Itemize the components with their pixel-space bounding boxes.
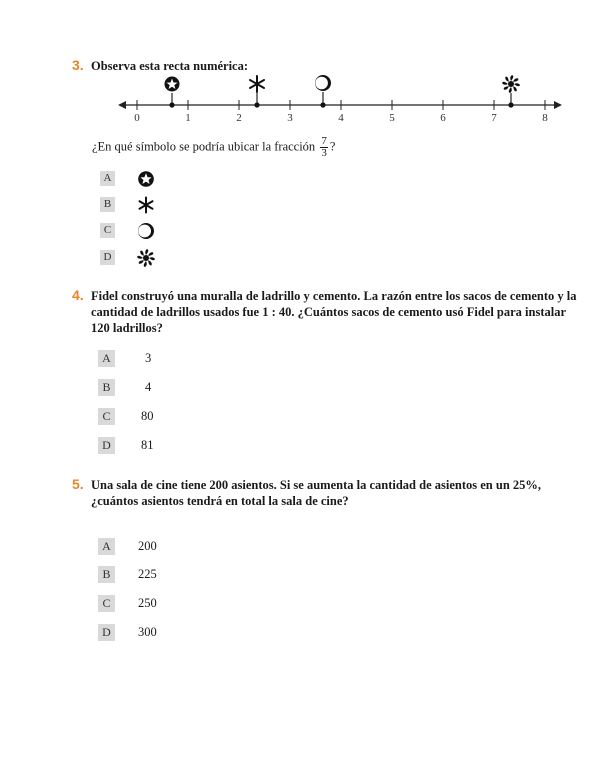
tick-label-8: 8 [542, 112, 548, 124]
option-letter: C [100, 223, 115, 238]
pinwheel-marker [502, 75, 520, 108]
question-5-line-2: ¿cuántos asientos tendrá en total la sala de cine? [91, 494, 349, 508]
option-value: 3 [145, 351, 152, 365]
star-in-circle-marker [165, 77, 180, 108]
tick-label-1: 1 [185, 112, 191, 124]
star-in-circle-icon [137, 170, 155, 188]
option-value: 225 [138, 567, 157, 581]
question-4-line-1: Fidel construyó una muralla de ladrillo y cemento. La razón entre los sacos de cemento y la [91, 289, 577, 303]
option-letter: B [100, 197, 115, 212]
right-arrow [554, 101, 562, 109]
option-letter: C [98, 595, 115, 612]
option-letter: A [98, 350, 115, 367]
tick-label-0: 0 [134, 112, 140, 124]
question-5-number: 5. [72, 476, 84, 492]
question-4-number: 4. [72, 287, 84, 303]
question-4-line-3: 120 ladrillos? [91, 321, 163, 335]
fraction-denominator: 3 [321, 147, 327, 159]
tick-label-3: 3 [287, 112, 293, 124]
pinwheel-icon [137, 249, 155, 267]
fraction-numerator: 7 [321, 135, 327, 147]
number-line [115, 68, 575, 138]
option-value: 4 [145, 380, 152, 394]
left-arrow [118, 101, 126, 109]
question-3-text [92, 136, 335, 159]
option-letter: A [98, 538, 115, 555]
option-value: 300 [138, 625, 157, 639]
tick-label-4: 4 [338, 112, 344, 124]
option-letter: A [100, 171, 115, 186]
option-letter: D [98, 624, 115, 641]
question-3-prompt: Observa esta recta numérica: [91, 59, 249, 73]
question-4-line-2: cantidad de ladrillos usados fue 1 : 40. ¿Cuántos sacos de cemento usó Fidel para instalar [91, 305, 567, 319]
option-value: 200 [138, 539, 157, 553]
tick-label-2: 2 [236, 112, 242, 124]
question-5-line-1: Una sala de cine tiene 200 asientos. Si se aumenta la cantidad de asientos en un 25%, [91, 478, 542, 492]
tick-label-6: 6 [440, 112, 446, 124]
asterisk-icon [137, 196, 155, 214]
option-letter: B [98, 566, 115, 583]
crescent-marker [315, 75, 331, 108]
option-value: 250 [138, 596, 157, 610]
question-3-number: 3. [72, 57, 84, 73]
option-value: 80 [141, 409, 154, 423]
asterisk-marker [250, 76, 264, 108]
crescent-icon [137, 222, 155, 240]
question-3-text-post: ? [329, 139, 336, 154]
option-letter: B [98, 379, 115, 396]
option-value: 81 [141, 438, 154, 452]
question-3-text-pre: ¿En qué símbolo se podría ubicar la fracción [92, 139, 316, 154]
tick-label-7: 7 [491, 112, 497, 124]
option-letter: D [98, 437, 115, 454]
option-letter: C [98, 408, 115, 425]
tick-label-5: 5 [389, 112, 395, 124]
fraction-7-3 [320, 136, 328, 159]
option-letter: D [100, 250, 115, 265]
